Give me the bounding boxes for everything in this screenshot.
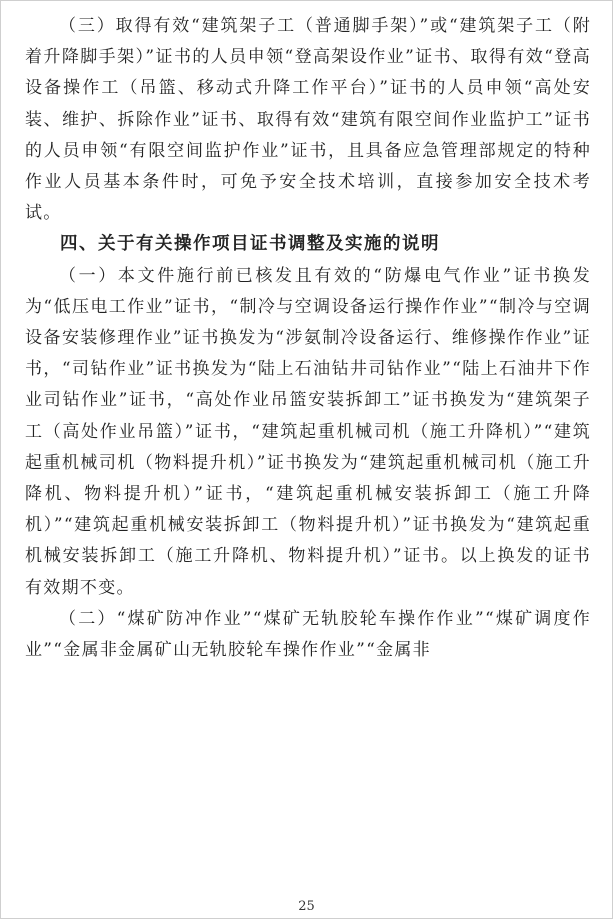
document-body	[25, 11, 591, 666]
paragraph-subsection-1: （一）本文件施行前已核发且有效的“防爆电气作业”证书换发为“低压电工作业”证书，“制冷与空调设备运行操作作业”“制冷与空调设备安装修理作业”证书换发为“涉氨制冷设备运行、维修操作作业”证书，“司钻作业”证书换发为“陆上石油钻井司钻作业”“陆上石油井下作业司钻作业”证书，“高处作业吊篮安装拆卸工”证书换发为“建筑架子工（高处作业吊篮）”证书，“建筑起重机械司机（施工升降机）”“建筑起重机械司机（物料提升机）”证书换发为“建筑起重机械司机（施工升降机、物料提升机）”证书，“建筑起重机械安装拆卸工（施工升降机）”“建筑起重机械安装拆卸工（物料提升机）”证书换发为“建筑起重机械安装拆卸工（施工升降机、物料提升机）”证书。以上换发的证书有效期不变。	[25, 265, 591, 598]
paragraph-section-3: （三）取得有效“建筑架子工（普通脚手架）”或“建筑架子工（附着升降脚手架）”证书的人员申领“登高架设作业”证书、取得有效“登高设备操作工（吊篮、移动式升降工作平台）”证书的人员申领“高处安装、维护、拆除作业”证书、取得有效“建筑有限空间作业监护工”证书的人员申领“有限空间监护作业”证书，且具备应急管理部规定的特种作业人员基本条件时，可免予安全技术培训，直接参加安全技术考试。	[25, 16, 591, 224]
paragraph-subsection-2: （二）“煤矿防冲作业”“煤矿无轨胶轮车操作作业”“煤矿调度作业”“金属非金属矿山无轨胶轮车操作作业”“金属非	[25, 608, 591, 661]
page-number: 25	[298, 899, 315, 914]
section-heading-4: 四、关于有关操作项目证书调整及实施的说明	[60, 234, 440, 255]
